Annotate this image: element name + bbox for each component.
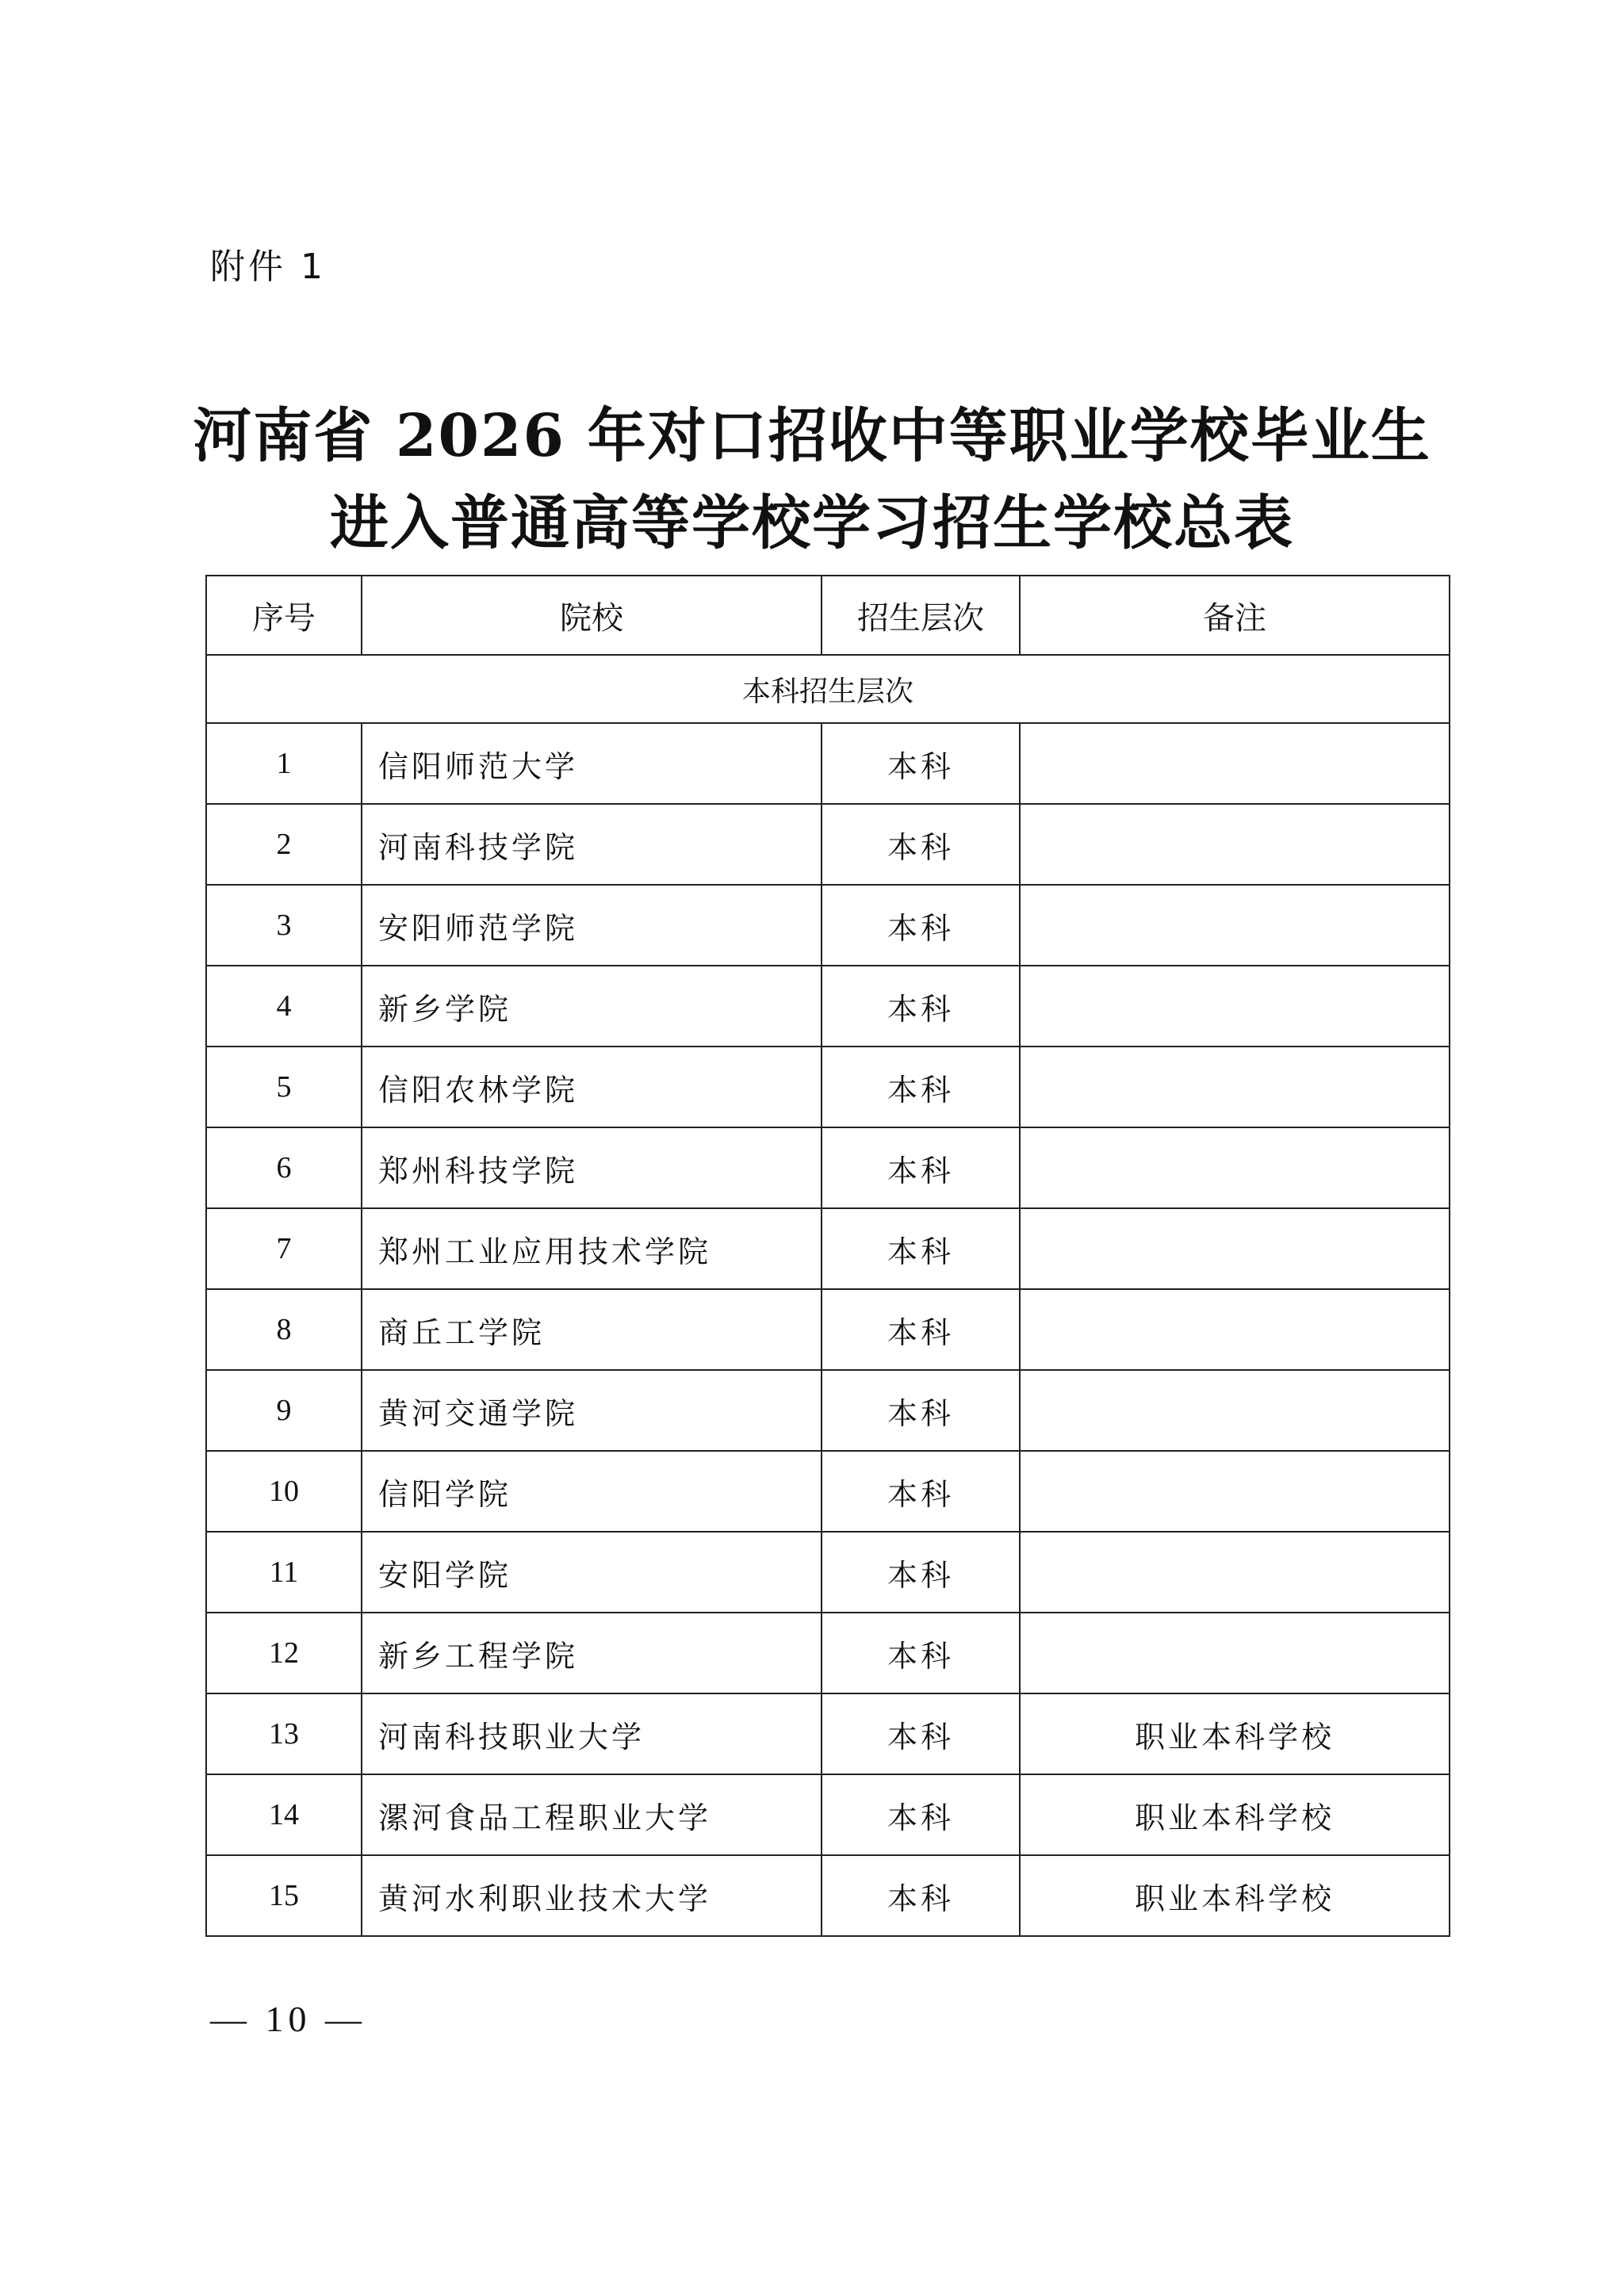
table-row (206, 1693, 1450, 1774)
enrollment-level: 本科 (822, 1774, 1020, 1855)
school-name: 郑州科技学院 (362, 1127, 822, 1208)
row-number: 5 (206, 1047, 362, 1127)
enrollment-level: 本科 (822, 804, 1020, 885)
row-number: 9 (206, 1370, 362, 1451)
enrollment-level: 本科 (822, 1855, 1020, 1936)
row-number: 1 (206, 723, 362, 804)
row-number: 12 (206, 1613, 362, 1693)
row-number: 15 (206, 1855, 362, 1936)
table-row (206, 1532, 1450, 1613)
school-name: 安阳学院 (362, 1532, 822, 1613)
table-header-row (206, 576, 1450, 655)
row-number: 14 (206, 1774, 362, 1855)
header-school: 院校 (362, 576, 822, 655)
school-name: 安阳师范学院 (362, 885, 822, 966)
row-number: 10 (206, 1451, 362, 1532)
row-number: 13 (206, 1693, 362, 1774)
table-row (206, 1047, 1450, 1127)
school-name: 黄河水利职业技术大学 (362, 1855, 822, 1936)
table-row (206, 1855, 1450, 1936)
school-name: 信阳农林学院 (362, 1047, 822, 1127)
row-number: 6 (206, 1127, 362, 1208)
enrollment-level: 本科 (822, 1127, 1020, 1208)
table-row (206, 966, 1450, 1047)
table-row (206, 804, 1450, 885)
page-number: — 10 — (210, 1999, 366, 2039)
row-note (1020, 1532, 1450, 1613)
row-note (1020, 1289, 1450, 1370)
row-note (1020, 1047, 1450, 1127)
table-row (206, 1451, 1450, 1532)
attachment-label: 附件 1 (210, 247, 326, 287)
school-name: 新乡工程学院 (362, 1613, 822, 1693)
row-note (1020, 966, 1450, 1047)
school-name: 信阳师范大学 (362, 723, 822, 804)
row-note (1020, 885, 1450, 966)
table-row (206, 1613, 1450, 1693)
table-row (206, 1370, 1450, 1451)
school-roster-table (205, 575, 1450, 1937)
school-name: 河南科技职业大学 (362, 1693, 822, 1774)
school-name: 漯河食品工程职业大学 (362, 1774, 822, 1855)
document-title-line-1: 河南省 2026 年对口招收中等职业学校毕业生 (193, 402, 1431, 470)
school-name: 河南科技学院 (362, 804, 822, 885)
header-level: 招生层次 (822, 576, 1020, 655)
enrollment-level: 本科 (822, 966, 1020, 1047)
row-note: 职业本科学校 (1020, 1774, 1450, 1855)
table-row (206, 1289, 1450, 1370)
row-note (1020, 1208, 1450, 1289)
enrollment-level: 本科 (822, 1451, 1020, 1532)
row-note (1020, 1613, 1450, 1693)
table-row (206, 723, 1450, 804)
row-number: 11 (206, 1532, 362, 1613)
school-name: 信阳学院 (362, 1451, 822, 1532)
row-note (1020, 1127, 1450, 1208)
school-name: 郑州工业应用技术学院 (362, 1208, 822, 1289)
row-number: 3 (206, 885, 362, 966)
row-note (1020, 1370, 1450, 1451)
document-title-line-2: 进入普通高等学校学习招生学校总表 (330, 489, 1294, 557)
row-number: 8 (206, 1289, 362, 1370)
header-note: 备注 (1020, 576, 1450, 655)
enrollment-level: 本科 (822, 1289, 1020, 1370)
enrollment-level: 本科 (822, 1613, 1020, 1693)
row-number: 2 (206, 804, 362, 885)
school-name: 商丘工学院 (362, 1289, 822, 1370)
row-note (1020, 1451, 1450, 1532)
section-title: 本科招生层次 (206, 655, 1450, 723)
enrollment-level: 本科 (822, 885, 1020, 966)
table-row (206, 1127, 1450, 1208)
header-no: 序号 (206, 576, 362, 655)
row-number: 4 (206, 966, 362, 1047)
enrollment-level: 本科 (822, 1208, 1020, 1289)
enrollment-level: 本科 (822, 1693, 1020, 1774)
row-note (1020, 723, 1450, 804)
enrollment-level: 本科 (822, 723, 1020, 804)
enrollment-level: 本科 (822, 1370, 1020, 1451)
section-row (206, 655, 1450, 723)
row-note: 职业本科学校 (1020, 1855, 1450, 1936)
school-name: 新乡学院 (362, 966, 822, 1047)
enrollment-level: 本科 (822, 1047, 1020, 1127)
table-row (206, 1208, 1450, 1289)
row-number: 7 (206, 1208, 362, 1289)
enrollment-level: 本科 (822, 1532, 1020, 1613)
table-row (206, 885, 1450, 966)
row-note: 职业本科学校 (1020, 1693, 1450, 1774)
table-row (206, 1774, 1450, 1855)
row-note (1020, 804, 1450, 885)
school-name: 黄河交通学院 (362, 1370, 822, 1451)
